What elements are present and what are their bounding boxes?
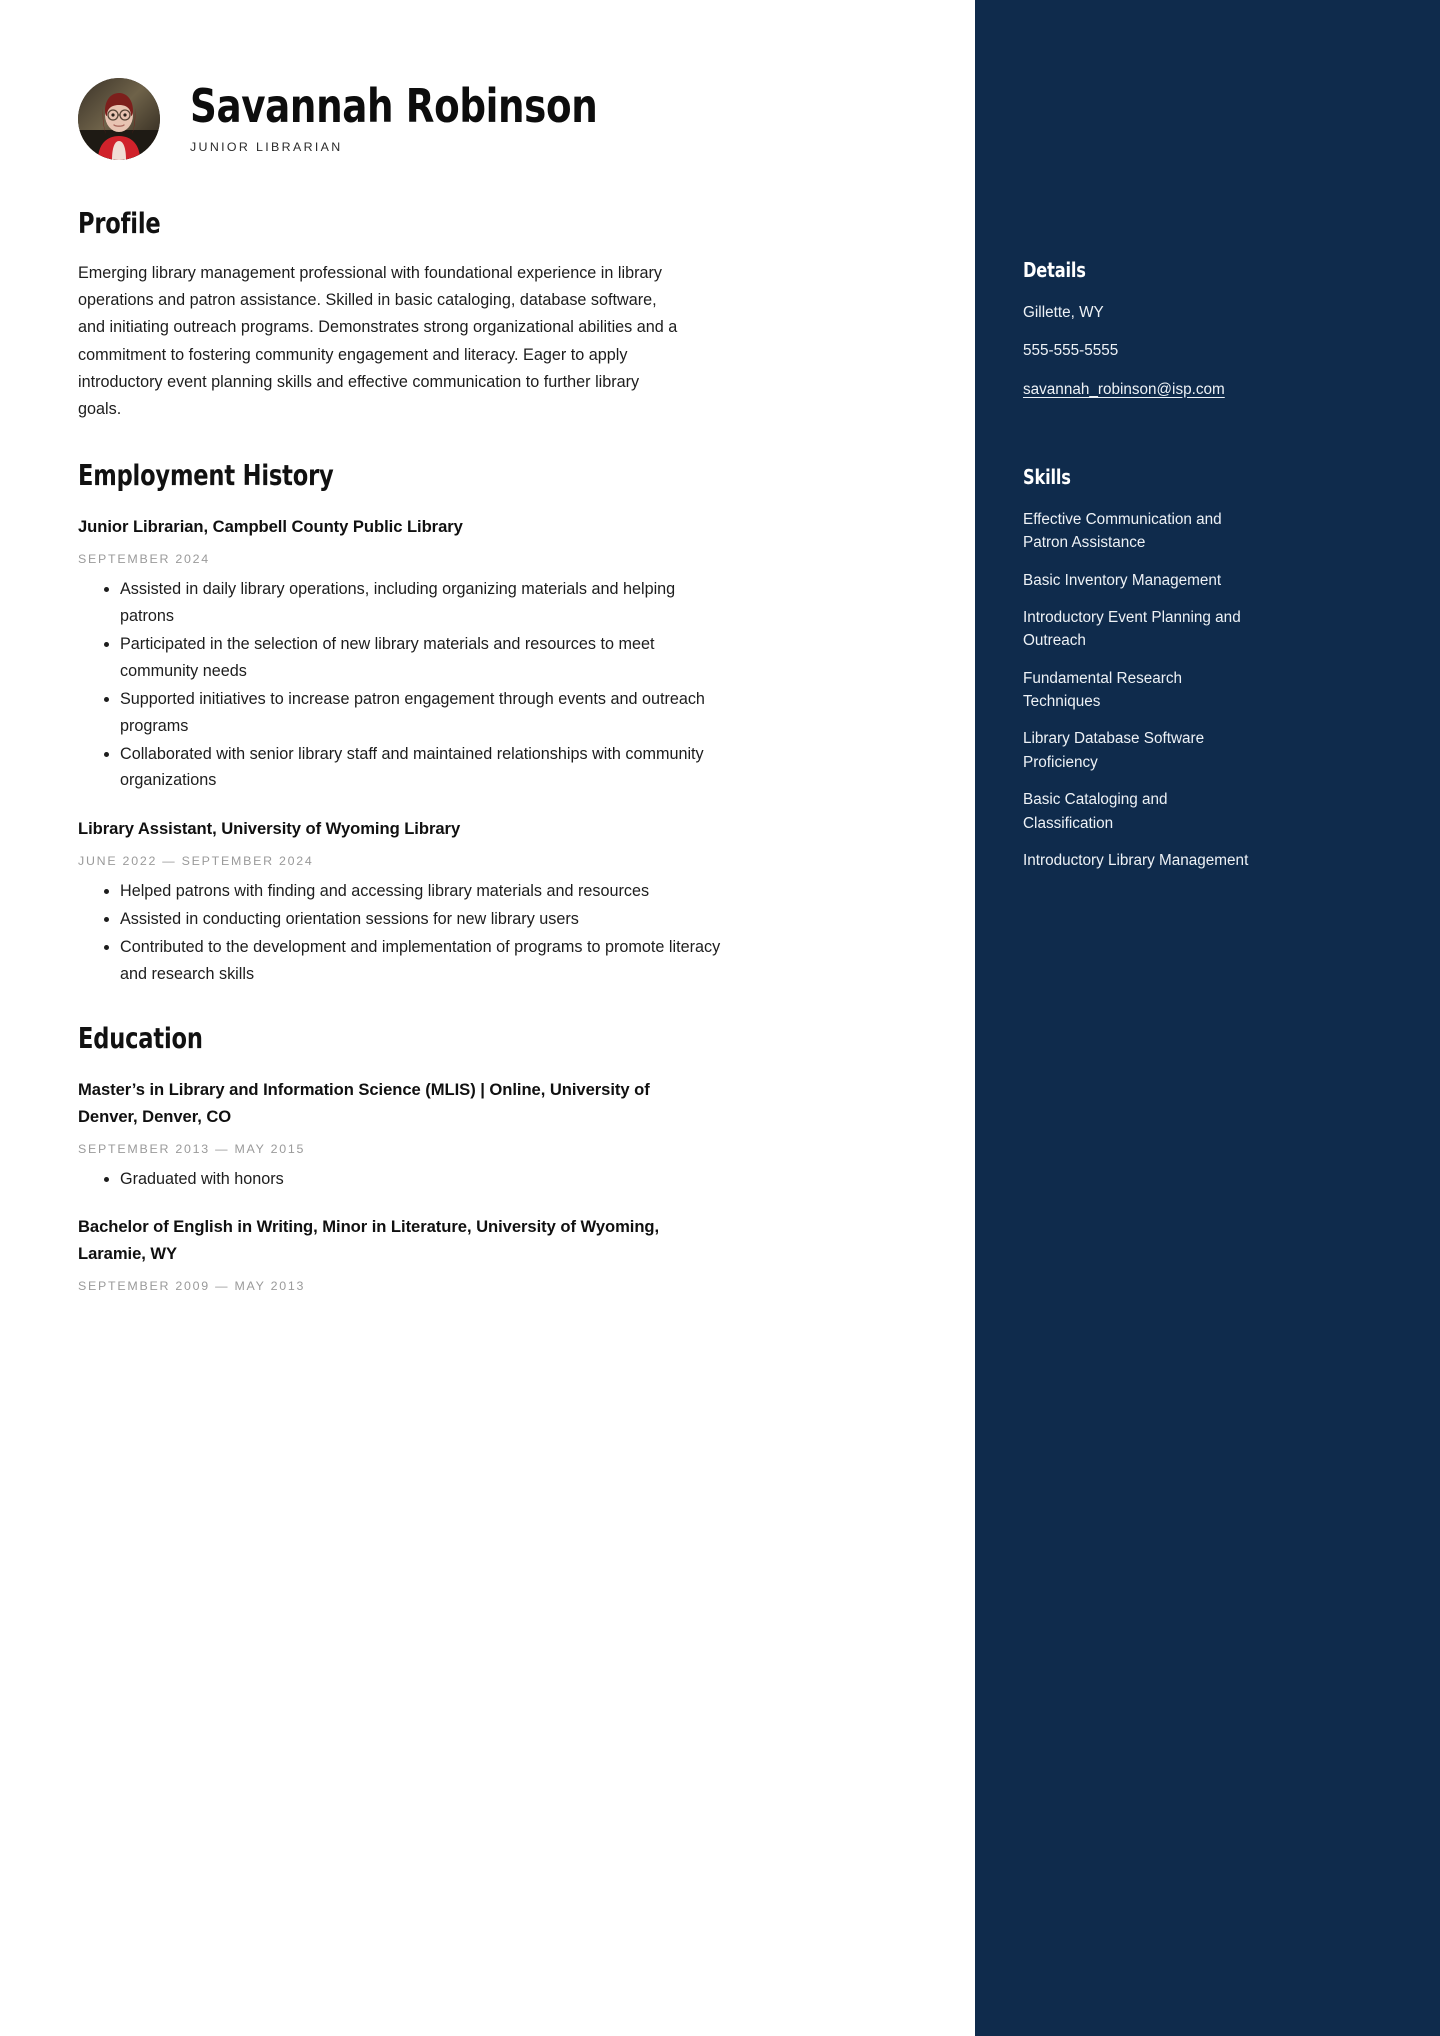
section-title-profile: Profile — [78, 207, 161, 240]
entry-title: Master’s in Library and Information Science (MLIS) | Online, University of Denver, Denver, CO — [78, 1079, 650, 1126]
list-item: Helped patrons with finding and accessing library materials and resources — [78, 878, 728, 905]
entry-title: Bachelor of English in Writing, Minor in Literature, University of Wyoming, Laramie, WY — [78, 1217, 660, 1264]
skill-item: Effective Communication and Patron Assistance — [1023, 510, 1222, 552]
detail-location: Gillette, WY — [1023, 304, 1104, 321]
detail-email-link[interactable]: savannah_robinson@isp.com — [1023, 380, 1225, 398]
profile-text: Emerging library management professional with foundational experience in library operations and patron assistance. Skilled in basic cataloging, database software, and initiating outreach programs. Demonstrates strong organizational abilities and a commitment to fostering community engagement and literacy. Eager to apply introductory event planning skills and effective communication to further library goals. — [78, 264, 678, 419]
avatar — [78, 78, 160, 160]
person-role: JUNIOR LIBRARIAN — [190, 140, 343, 155]
section-title-education: Education — [78, 1021, 203, 1055]
skill-item: Basic Inventory Management — [1023, 571, 1222, 589]
list-item: Supported initiatives to increase patron engagement through events and outreach programs — [78, 686, 728, 740]
entry-bullets — [78, 576, 975, 794]
employment-entry — [78, 816, 975, 987]
skill-item: Introductory Event Planning and Outreach — [1023, 608, 1241, 650]
employment-section — [78, 459, 975, 987]
skills-block — [1023, 465, 1378, 873]
list-item: Participated in the selection of new library materials and resources to meet community needs — [78, 631, 728, 685]
list-item: Collaborated with senior library staff and maintained relationships with community organizations — [78, 741, 728, 795]
skill-item: Library Database Software Proficiency — [1023, 730, 1205, 771]
profile-photo-icon — [78, 78, 160, 160]
education-entry — [78, 1214, 975, 1293]
detail-phone: 555-555-5555 — [1023, 342, 1119, 360]
entry-bullets — [78, 878, 975, 988]
education-section — [78, 1022, 975, 1293]
entry-title: Library Assistant, University of Wyoming Library — [78, 819, 461, 839]
sidebar-title-skills: Skills — [1023, 464, 1071, 489]
sidebar — [975, 0, 1440, 2036]
skill-item: Fundamental Research Techniques — [1023, 669, 1183, 711]
page-title: Savannah Robinson — [190, 78, 598, 133]
list-item: Assisted in conducting orientation sessions for new library users — [78, 906, 728, 933]
list-item: Contributed to the development and implementation of programs to promote literacy and research skills — [78, 934, 728, 988]
skill-item: Basic Cataloging and Classification — [1023, 791, 1168, 832]
section-title-employment: Employment History — [78, 459, 334, 493]
name-block — [190, 78, 643, 157]
skill-item: Introductory Library Management — [1023, 852, 1249, 870]
list-item: Assisted in daily library operations, including organizing materials and helping patrons — [78, 576, 728, 630]
entry-title: Junior Librarian, Campbell County Public Library — [78, 517, 463, 537]
details-block — [1023, 258, 1378, 416]
list-item: Graduated with honors — [78, 1166, 728, 1193]
entry-date: SEPTEMBER 2013 — MAY 2015 — [78, 1141, 306, 1156]
education-entry — [78, 1077, 975, 1193]
entry-date: SEPTEMBER 2009 — MAY 2013 — [78, 1279, 306, 1294]
entry-bullets — [78, 1166, 975, 1193]
employment-entry — [78, 514, 975, 794]
entry-date: JUNE 2022 — SEPTEMBER 2024 — [78, 854, 314, 869]
profile-section — [78, 207, 975, 423]
entry-date: SEPTEMBER 2024 — [78, 552, 210, 567]
resume-header — [78, 78, 975, 160]
sidebar-title-details: Details — [1023, 258, 1086, 282]
